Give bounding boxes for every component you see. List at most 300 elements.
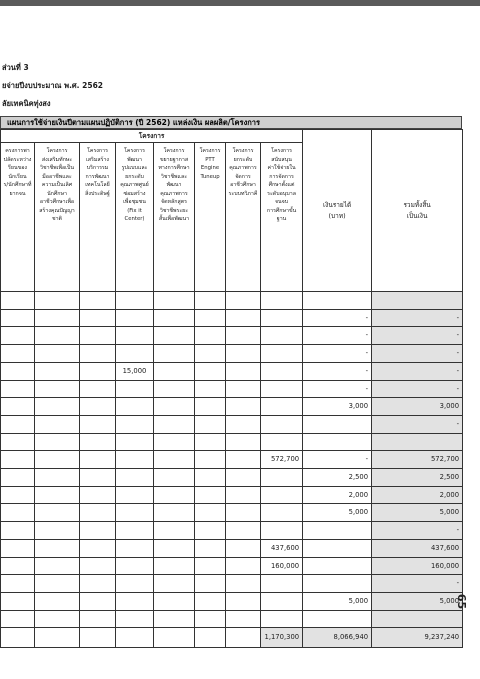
column-header-line: โครงการ bbox=[271, 148, 292, 154]
empty-cell bbox=[226, 415, 261, 433]
table-row bbox=[1, 504, 463, 522]
column-header-line: จัดหลักสูตร bbox=[160, 199, 187, 205]
total-cell: - bbox=[372, 575, 463, 593]
income-cell bbox=[303, 415, 372, 433]
table-row bbox=[1, 327, 463, 345]
empty-cell bbox=[195, 610, 226, 628]
empty-cell bbox=[154, 610, 195, 628]
empty-cell bbox=[226, 309, 261, 327]
empty-cell bbox=[1, 398, 35, 416]
income-cell bbox=[303, 610, 372, 628]
project-value-cell bbox=[261, 575, 303, 593]
project-value-cell bbox=[116, 398, 154, 416]
total-cell bbox=[372, 292, 463, 310]
empty-cell bbox=[1, 575, 35, 593]
project-value-cell bbox=[261, 433, 303, 451]
project-column-header bbox=[35, 143, 80, 292]
column-header-line: โครงการ bbox=[232, 148, 254, 154]
empty-cell bbox=[195, 539, 226, 557]
project-value-cell bbox=[261, 592, 303, 610]
empty-cell bbox=[1, 539, 35, 557]
income-cell: - bbox=[303, 380, 372, 398]
empty-cell bbox=[1, 592, 35, 610]
project-column-header bbox=[1, 143, 35, 292]
table-row bbox=[1, 557, 463, 575]
empty-cell bbox=[154, 522, 195, 540]
column-header-line: ทางการศึกษา bbox=[158, 165, 190, 171]
empty-cell bbox=[154, 292, 195, 310]
project-value-cell bbox=[261, 398, 303, 416]
top-dark-band bbox=[0, 0, 480, 6]
column-header-line: ยากจน bbox=[9, 190, 26, 197]
empty-cell bbox=[154, 592, 195, 610]
column-header-line: ขยายฐากาส bbox=[159, 156, 189, 163]
empty-cell bbox=[80, 610, 116, 628]
income-cell: 5,000 bbox=[303, 592, 372, 610]
table-row bbox=[1, 433, 463, 451]
grand-total-project-cell: 1,170,300 bbox=[261, 628, 303, 648]
column-header-line: ยกระดับ bbox=[233, 156, 253, 163]
project-value-cell bbox=[116, 575, 154, 593]
table-row bbox=[1, 451, 463, 469]
column-header-line: (Fix it bbox=[127, 207, 142, 214]
column-header-line: จนจบ bbox=[274, 199, 289, 205]
empty-cell bbox=[226, 522, 261, 540]
empty-cell bbox=[226, 628, 261, 648]
table-row bbox=[1, 522, 463, 540]
empty-cell bbox=[35, 592, 80, 610]
empty-cell bbox=[80, 451, 116, 469]
empty-cell bbox=[226, 486, 261, 504]
column-header-line: อาชีวศึกษาเพื่อ bbox=[39, 199, 75, 205]
column-header-line: สิ่งประดิษฐ์ bbox=[85, 190, 110, 197]
project-value-cell bbox=[116, 504, 154, 522]
project-value-cell bbox=[116, 592, 154, 610]
total-cell: 437,600 bbox=[372, 539, 463, 557]
column-header-line: PTT bbox=[205, 156, 215, 163]
empty-cell bbox=[35, 415, 80, 433]
empty-cell bbox=[1, 327, 35, 345]
empty-cell bbox=[80, 292, 116, 310]
empty-cell bbox=[80, 628, 116, 648]
empty-cell bbox=[195, 327, 226, 345]
empty-cell bbox=[80, 362, 116, 380]
empty-cell bbox=[1, 362, 35, 380]
grand-total-income-cell: 8,066,940 bbox=[303, 628, 372, 648]
total-cell: - bbox=[372, 380, 463, 398]
table-row bbox=[1, 309, 463, 327]
empty-cell bbox=[226, 592, 261, 610]
column-header-line: บริการรม bbox=[86, 165, 109, 171]
total-cell bbox=[372, 433, 463, 451]
empty-cell bbox=[195, 522, 226, 540]
empty-cell bbox=[154, 345, 195, 363]
empty-cell bbox=[80, 415, 116, 433]
empty-cell bbox=[35, 469, 80, 487]
income-cell bbox=[303, 433, 372, 451]
empty-cell bbox=[35, 292, 80, 310]
table-row bbox=[1, 469, 463, 487]
empty-cell bbox=[1, 557, 35, 575]
total-cell: - bbox=[372, 309, 463, 327]
column-header-line: ส่งเสริมทักษะ bbox=[41, 156, 73, 163]
budget-year-label: ยจ่ายปีงบประมาณ พ.ศ. 2562 bbox=[2, 81, 104, 90]
table-row bbox=[1, 398, 463, 416]
empty-cell bbox=[1, 309, 35, 327]
total-cell: - bbox=[372, 345, 463, 363]
column-header-line: วิชาชีพระยะ bbox=[159, 207, 189, 214]
project-column-header bbox=[226, 143, 261, 292]
total-cell: 5,000 bbox=[372, 592, 463, 610]
empty-cell bbox=[80, 504, 116, 522]
project-value-cell bbox=[116, 539, 154, 557]
budget-table bbox=[0, 129, 462, 648]
section-label: ส่วนที่ 3 bbox=[2, 63, 29, 72]
column-header-line: ครงการพา bbox=[5, 148, 30, 154]
project-column-header bbox=[261, 143, 303, 292]
column-header-line: จัดการ bbox=[235, 173, 251, 180]
project-value-cell bbox=[116, 522, 154, 540]
table-row bbox=[1, 592, 463, 610]
table-row bbox=[1, 486, 463, 504]
project-value-cell bbox=[261, 486, 303, 504]
empty-cell bbox=[80, 522, 116, 540]
empty-cell bbox=[1, 345, 35, 363]
empty-cell bbox=[154, 557, 195, 575]
column-header-line: อาชีวศึกษา bbox=[230, 182, 256, 188]
empty-cell bbox=[35, 327, 80, 345]
column-header-line: Engine bbox=[200, 165, 220, 171]
grand-total-row bbox=[1, 628, 463, 648]
empty-cell bbox=[80, 380, 116, 398]
empty-cell bbox=[1, 486, 35, 504]
column-header-line: เสริมสร้าง bbox=[85, 156, 110, 163]
project-value-cell bbox=[116, 451, 154, 469]
total-cell: - bbox=[372, 415, 463, 433]
empty-cell bbox=[35, 628, 80, 648]
empty-cell bbox=[80, 557, 116, 575]
empty-cell bbox=[195, 628, 226, 648]
column-header-line: โครงการ bbox=[124, 148, 145, 154]
income-cell bbox=[303, 292, 372, 310]
empty-cell bbox=[226, 504, 261, 522]
column-header-line: สั้นเพื่อพัฒนา bbox=[158, 216, 190, 222]
empty-cell bbox=[35, 610, 80, 628]
empty-cell bbox=[195, 345, 226, 363]
column-header-line: มืออาชีพและ bbox=[42, 173, 72, 180]
empty-cell bbox=[195, 486, 226, 504]
project-value-cell bbox=[261, 345, 303, 363]
total-header-line-1: รวมทั้งสิ้น bbox=[403, 200, 431, 209]
empty-cell bbox=[80, 309, 116, 327]
total-header-line-2: เป็นเงิน bbox=[406, 211, 428, 220]
project-value-cell bbox=[116, 610, 154, 628]
column-header-line: รูปแบบและ bbox=[121, 165, 148, 171]
grand-total-cell: 9,237,240 bbox=[372, 628, 463, 648]
project-column-header bbox=[195, 143, 226, 292]
table-row bbox=[1, 292, 463, 310]
empty-cell bbox=[35, 362, 80, 380]
column-header-line: นักศึกษา bbox=[47, 190, 67, 197]
empty-cell bbox=[195, 469, 226, 487]
column-header-line: โครงการ bbox=[199, 148, 221, 154]
project-value-cell: 437,600 bbox=[261, 539, 303, 557]
empty-cell bbox=[154, 451, 195, 469]
total-cell: 2,000 bbox=[372, 486, 463, 504]
income-cell bbox=[303, 575, 372, 593]
income-cell: 2,000 bbox=[303, 486, 372, 504]
project-value-cell bbox=[116, 433, 154, 451]
project-value-cell bbox=[261, 362, 303, 380]
project-value-cell bbox=[261, 504, 303, 522]
column-header-line: การพัฒนา bbox=[85, 173, 110, 180]
empty-cell bbox=[226, 292, 261, 310]
project-value-cell bbox=[261, 292, 303, 310]
empty-cell bbox=[1, 522, 35, 540]
income-cell: - bbox=[303, 345, 372, 363]
column-header-line: สนับสนุน bbox=[271, 156, 292, 163]
empty-cell bbox=[226, 327, 261, 345]
project-value-cell bbox=[261, 415, 303, 433]
column-header-line: เพื่อชุมชน bbox=[123, 199, 146, 205]
empty-cell bbox=[226, 451, 261, 469]
empty-cell bbox=[226, 539, 261, 557]
column-header-line: Tuneup bbox=[200, 173, 220, 180]
empty-cell bbox=[154, 380, 195, 398]
empty-cell bbox=[195, 309, 226, 327]
project-column-header bbox=[154, 143, 195, 292]
table-row bbox=[1, 362, 463, 380]
column-header-line: การศึกษาขั้น bbox=[266, 207, 297, 214]
column-header-line: วิชาชีพและ bbox=[160, 173, 188, 180]
income-cell: - bbox=[303, 309, 372, 327]
table-row bbox=[1, 575, 463, 593]
column-header-line: ปลัดระหว่าง bbox=[3, 156, 32, 163]
institution-label: ลัยเทคนิคทุ่งสง bbox=[2, 99, 51, 108]
total-cell: 5,000 bbox=[372, 504, 463, 522]
empty-cell bbox=[226, 433, 261, 451]
table-row bbox=[1, 415, 463, 433]
income-cell: 2,500 bbox=[303, 469, 372, 487]
empty-cell bbox=[1, 504, 35, 522]
column-header-line: การจัดการ bbox=[269, 173, 294, 180]
total-cell: 160,000 bbox=[372, 557, 463, 575]
empty-cell bbox=[116, 628, 154, 648]
project-value-cell: 572,700 bbox=[261, 451, 303, 469]
total-cell: - bbox=[372, 522, 463, 540]
empty-cell bbox=[80, 327, 116, 345]
empty-cell bbox=[195, 504, 226, 522]
column-header-line: คุณภาพศูนย์ bbox=[120, 182, 149, 188]
income-cell bbox=[303, 557, 372, 575]
empty-cell bbox=[35, 380, 80, 398]
empty-cell bbox=[195, 362, 226, 380]
income-cell: - bbox=[303, 451, 372, 469]
column-header-line: ยกระดับ bbox=[125, 173, 144, 180]
project-value-cell bbox=[261, 522, 303, 540]
income-cell: 5,000 bbox=[303, 504, 372, 522]
empty-cell bbox=[35, 433, 80, 451]
empty-cell bbox=[80, 433, 116, 451]
column-header-line: ค่าใช้จ่ายใน bbox=[267, 165, 296, 171]
empty-cell bbox=[154, 398, 195, 416]
project-value-cell bbox=[116, 309, 154, 327]
empty-cell bbox=[35, 539, 80, 557]
total-cell bbox=[372, 610, 463, 628]
table-title: แผนการใช้จ่ายเงินปีตามแผนปฏิบัติการ (ปี 2562) แหล่งเงิน ผลผลิต/โครงการ bbox=[0, 116, 462, 129]
project-value-cell bbox=[116, 557, 154, 575]
column-header-line: คุณภาพการ bbox=[229, 165, 257, 171]
empty-cell bbox=[1, 610, 35, 628]
empty-cell bbox=[226, 362, 261, 380]
empty-cell bbox=[1, 469, 35, 487]
empty-cell bbox=[35, 398, 80, 416]
empty-cell bbox=[154, 486, 195, 504]
empty-cell bbox=[80, 539, 116, 557]
column-header-line: รียนของ bbox=[8, 165, 27, 171]
project-value-cell bbox=[116, 486, 154, 504]
empty-cell bbox=[195, 575, 226, 593]
empty-cell bbox=[1, 451, 35, 469]
income-cell bbox=[303, 539, 372, 557]
empty-cell bbox=[80, 575, 116, 593]
column-header-line: เทคโนโลยี bbox=[85, 182, 110, 188]
empty-cell bbox=[226, 610, 261, 628]
project-value-cell bbox=[116, 292, 154, 310]
column-header-line: ศึกษาตั้งแต่ bbox=[268, 182, 295, 188]
income-column-header bbox=[303, 130, 372, 292]
empty-cell bbox=[226, 557, 261, 575]
empty-cell bbox=[80, 345, 116, 363]
empty-cell bbox=[154, 539, 195, 557]
column-header-line: โครงการ bbox=[46, 148, 68, 154]
empty-cell bbox=[80, 469, 116, 487]
total-cell: 3,000 bbox=[372, 398, 463, 416]
project-value-cell bbox=[116, 327, 154, 345]
total-cell: 572,700 bbox=[372, 451, 463, 469]
empty-cell bbox=[1, 415, 35, 433]
project-value-cell bbox=[261, 469, 303, 487]
column-header-line: โครงการ bbox=[87, 148, 108, 154]
project-value-cell: 160,000 bbox=[261, 557, 303, 575]
project-value-cell bbox=[116, 345, 154, 363]
column-header-line: ระบบทวิภาคี bbox=[228, 190, 258, 197]
empty-cell bbox=[35, 504, 80, 522]
table-row bbox=[1, 610, 463, 628]
empty-cell bbox=[154, 575, 195, 593]
empty-cell bbox=[35, 522, 80, 540]
column-header-line: คุณภาพการ bbox=[160, 190, 188, 197]
empty-cell bbox=[195, 292, 226, 310]
project-value-cell bbox=[116, 415, 154, 433]
income-header-line-2: (บาท) bbox=[328, 211, 346, 220]
empty-cell bbox=[154, 362, 195, 380]
empty-cell bbox=[35, 451, 80, 469]
project-group-header: โครงการ bbox=[1, 130, 303, 143]
empty-cell bbox=[195, 592, 226, 610]
column-header-line: ความเป็นเลิศ bbox=[41, 182, 73, 188]
column-header-line: พัฒนา bbox=[127, 156, 142, 163]
project-value-cell bbox=[116, 380, 154, 398]
income-cell: - bbox=[303, 362, 372, 380]
column-header-line: ร/นักศึกษาที่ bbox=[3, 182, 32, 188]
empty-cell bbox=[1, 380, 35, 398]
income-cell: 3,000 bbox=[303, 398, 372, 416]
project-column-header bbox=[80, 143, 116, 292]
empty-cell bbox=[226, 469, 261, 487]
column-header-line: ฐาน bbox=[276, 216, 287, 222]
project-value-cell bbox=[261, 327, 303, 345]
project-value-cell bbox=[261, 309, 303, 327]
empty-cell bbox=[1, 628, 35, 648]
empty-cell bbox=[35, 557, 80, 575]
income-header-line-1: เงินรายได้ bbox=[322, 200, 352, 209]
empty-cell bbox=[195, 398, 226, 416]
empty-cell bbox=[154, 327, 195, 345]
column-header-line: วิชาชีพเพื่อเป็น bbox=[40, 165, 74, 171]
empty-cell bbox=[35, 486, 80, 504]
project-value-cell bbox=[261, 610, 303, 628]
empty-cell bbox=[195, 380, 226, 398]
empty-cell bbox=[154, 415, 195, 433]
empty-cell bbox=[226, 398, 261, 416]
project-column-header bbox=[116, 143, 154, 292]
project-value-cell bbox=[261, 380, 303, 398]
project-value-cell: 15,000 bbox=[116, 362, 154, 380]
empty-cell bbox=[226, 345, 261, 363]
column-header-line: ระดับอนุบาล bbox=[267, 190, 296, 197]
empty-cell bbox=[154, 433, 195, 451]
column-header-line: ชาติ bbox=[51, 216, 62, 222]
empty-cell bbox=[1, 292, 35, 310]
table-row bbox=[1, 539, 463, 557]
empty-cell bbox=[80, 398, 116, 416]
total-column-header bbox=[372, 130, 463, 292]
empty-cell bbox=[154, 469, 195, 487]
column-header-line: Center) bbox=[124, 216, 145, 222]
column-header-line: พัฒนา bbox=[166, 182, 182, 188]
empty-cell bbox=[195, 451, 226, 469]
empty-cell bbox=[226, 575, 261, 593]
total-cell: - bbox=[372, 362, 463, 380]
income-cell bbox=[303, 522, 372, 540]
empty-cell bbox=[154, 504, 195, 522]
empty-cell bbox=[226, 380, 261, 398]
empty-cell bbox=[80, 486, 116, 504]
total-cell: 2,500 bbox=[372, 469, 463, 487]
empty-cell bbox=[195, 433, 226, 451]
column-header-line: โครงการ bbox=[163, 148, 185, 154]
page-number: 65 bbox=[455, 593, 469, 610]
empty-cell bbox=[80, 592, 116, 610]
income-cell: - bbox=[303, 327, 372, 345]
empty-cell bbox=[154, 309, 195, 327]
empty-cell bbox=[1, 433, 35, 451]
column-header-line: ซ่อมสร้าง bbox=[123, 190, 146, 197]
total-cell: - bbox=[372, 327, 463, 345]
column-header-line: สร้างคุณปัญญา bbox=[39, 207, 75, 214]
table-row bbox=[1, 380, 463, 398]
table-row bbox=[1, 345, 463, 363]
empty-cell bbox=[154, 628, 195, 648]
empty-cell bbox=[35, 309, 80, 327]
empty-cell bbox=[35, 575, 80, 593]
project-value-cell bbox=[116, 469, 154, 487]
empty-cell bbox=[35, 345, 80, 363]
column-header-line: นักเรียน bbox=[8, 173, 27, 180]
empty-cell bbox=[195, 557, 226, 575]
empty-cell bbox=[195, 415, 226, 433]
